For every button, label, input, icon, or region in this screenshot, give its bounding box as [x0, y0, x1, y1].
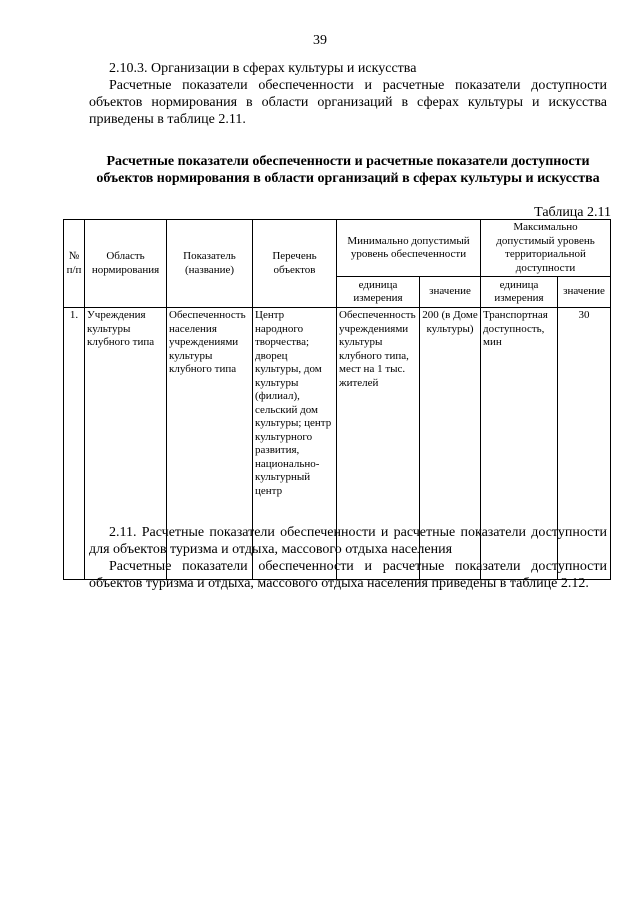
section-paragraphs [89, 60, 607, 128]
section2-paragraphs [89, 524, 607, 592]
cell-max-value: 30 [558, 308, 611, 580]
section-intro: Расчетные показатели обеспеченности и расчетные показатели доступности объектов нормирования в области организаций в сферах культуры и искусства приведены в таблице 2.11. [89, 78, 607, 127]
cell-max-unit: Транспортная доступность, мин [481, 308, 558, 580]
header-max-group: Максимально допустимый уровень территориальной доступности [481, 220, 611, 277]
section2-intro: Расчетные показатели обеспеченности и расчетные показатели доступности объектов туризма и отдыха, массового отдыха населения приведены в таблице 2.12. [89, 559, 607, 591]
cell-min-value: 200 (в Доме культуры) [420, 308, 481, 580]
table-caption: Таблица 2.11 [534, 205, 611, 220]
header-max-value: значение [558, 277, 611, 308]
header-objects: Перечень объектов [253, 220, 337, 308]
cell-objects: Центр народного творчества; дворец культуры, дом культуры (филиал), сельский дом культуры; центр культурного развития, национально-культурный центр [253, 308, 337, 580]
header-min-unit: единица измерения [337, 277, 420, 308]
section-title: 2.10.3. Организации в сферах культуры и искусства [109, 61, 417, 76]
header-num: № п/п [64, 220, 85, 308]
cell-num: 1. [64, 308, 85, 580]
header-min-group: Минимально допустимый уровень обеспеченности [337, 220, 481, 277]
table-title: Расчетные показатели обеспеченности и расчетные показатели доступности объектов нормирования в области организаций в сферах культуры и искусства [96, 154, 600, 186]
table-header-row [64, 220, 611, 277]
header-area: Область нормирования [85, 220, 167, 308]
cell-min-unit: Обеспеченность учреждениями культуры клубного типа, мест на 1 тыс. жителей [337, 308, 420, 580]
header-indicator: Показатель (название) [167, 220, 253, 308]
section2-title: 2.11. Расчетные показатели обеспеченности и расчетные показатели доступности для объектов туризма и отдыха, массового отдыха населения [89, 525, 607, 557]
cell-indicator: Обеспеченность населения учреждениями культуры клубного типа [167, 308, 253, 580]
header-max-unit: единица измерения [481, 277, 558, 308]
page-number: 39 [313, 33, 327, 48]
header-min-value: значение [420, 277, 481, 308]
cell-area: Учреждения культуры клубного типа [85, 308, 167, 580]
